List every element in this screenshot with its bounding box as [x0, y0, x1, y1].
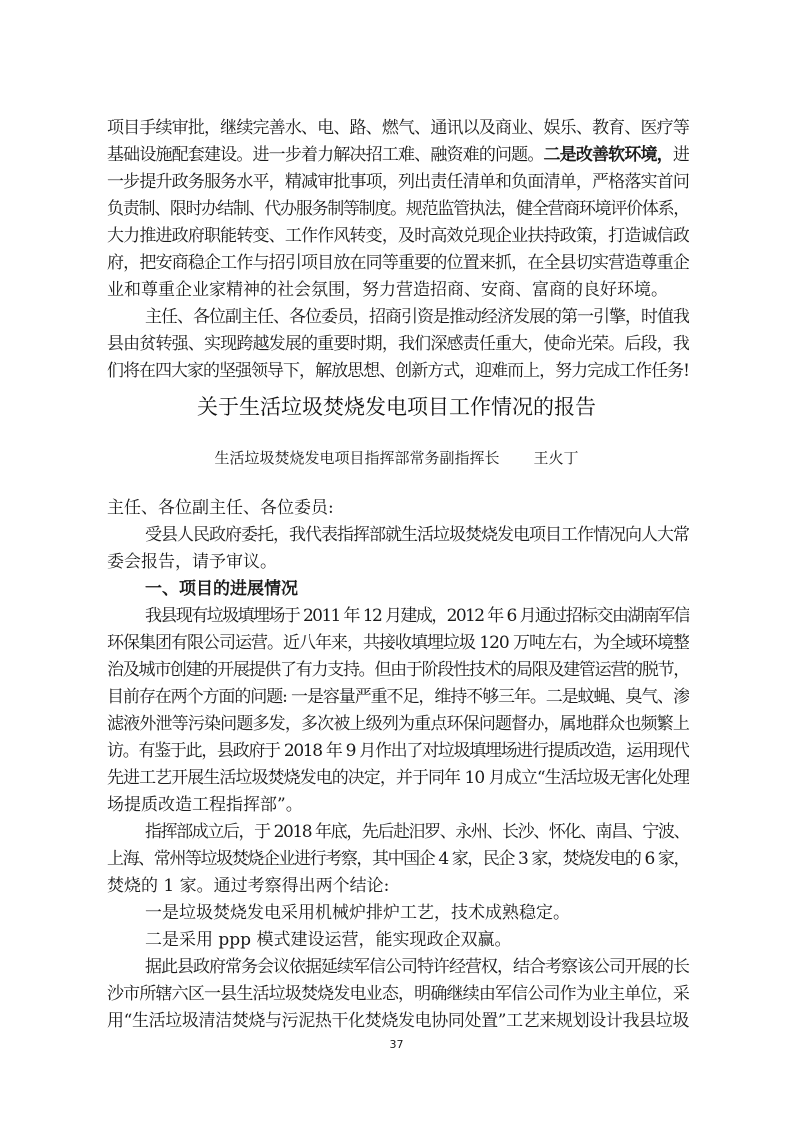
- text-line: 项目手续审批，继续完善水、电、路、燃气、通讯以及商业、娱乐、教育、医疗等: [107, 118, 689, 138]
- byline-role: 生活垃圾焚烧发电项目指挥部常务副指挥长: [214, 449, 500, 467]
- text-line: 访。有鉴于此，县政府于 2018 年 9 月作出了对垃圾填埋场进行提质改造，运用现代: [107, 741, 689, 761]
- text-line: [107, 142, 689, 169]
- conclusion-item: 二是采用 ppp 模式建设运营，能实现政企双赢。: [145, 930, 512, 950]
- continued-section: [107, 115, 689, 385]
- byline-name: 王火丁: [533, 449, 579, 467]
- salutation: 主任、各位副主任、各位委员:: [107, 498, 334, 518]
- conclusion-item: 一是垃圾焚烧发电采用机械炉排炉工艺，技术成熟稳定。: [145, 903, 570, 923]
- text-line: 沙市所辖六区一县生活垃圾焚烧发电业态，明确继续由军信公司作为业主单位，采: [107, 984, 689, 1004]
- text-line: 场提质改造工程指挥部”。: [107, 795, 303, 815]
- text-line: 目前存在两个方面的问题: 一是容量严重不足，维持不够三年。二是蚊蝇、臭气、渗: [107, 687, 689, 707]
- text-line: 我县现有垃圾填埋场于 2011 年 12 月建成，2012 年 6 月通过招标交由湖南军信: [145, 606, 689, 626]
- text-line: 受县人民政府委托，我代表指挥部就生活垃圾焚烧发电项目工作情况向人大常: [145, 525, 689, 545]
- text-segment: 基础设施配套建设。进一步着力解决招工难、融资难的问题。: [107, 145, 544, 165]
- text-line: 们将在四大家的坚强领导下，解放思想、创新方式，迎难而上，努力完成工作任务!: [107, 361, 689, 381]
- text-line: 委会报告，请予审议。: [107, 552, 277, 572]
- text-line: 府，把安商稳企工作与招引项目放在同等重要的位置来抓，在全县切实营造尊重企: [107, 253, 689, 273]
- text-line: 业和尊重企业家精神的社会氛围，努力营造招商、安商、富商的良好环境。: [107, 280, 668, 300]
- text-line: 负责制、限时办结制、代办服务制等制度。规范监管执法，健全营商环境评价体系，: [107, 199, 689, 219]
- text-line: 一步提升政务服务水平，精减审批事项，列出责任清单和负面清单，严格落实首问: [107, 172, 689, 192]
- text-segment: 进: [672, 145, 689, 165]
- report-title: 关于生活垃圾焚烧发电项目工作情况的报告: [197, 395, 596, 419]
- text-line: 环保集团有限公司运营。近八年来，共接收填埋垃圾 120 万吨左右，为全域环境整: [107, 633, 689, 653]
- text-line: 县由贫转强、实现跨越发展的重要时期，我们深感责任重大，使命光荣。后段，我: [107, 334, 689, 354]
- text-line: 大力推进政府职能转变、工作作风转变，及时高效兑现企业扶持政策，打造诚信政: [107, 226, 689, 246]
- text-line: 治及城市创建的开展提供了有力支持。但由于阶段性技术的局限及建管运营的脱节，: [107, 660, 689, 680]
- text-line: 主任、各位副主任、各位委员，招商引资是推动经济发展的第一引擎，时值我: [145, 307, 689, 327]
- text-line: 焚烧的 1 家。通过考察得出两个结论:: [107, 876, 390, 896]
- text-line: 滤液外泄等污染问题多发，多次被上级列为重点环保问题督办，属地群众也频繁上: [107, 714, 689, 734]
- text-line: 上海、常州等垃圾焚烧企业进行考察，其中国企 4 家，民企 3 家，焚烧发电的 6 家，: [107, 849, 689, 869]
- section-heading: 一、项目的进展情况: [145, 579, 298, 599]
- text-line: 用“生活垃圾清洁焚烧与污泥热干化焚烧发电协同处置”工艺来规划设计我县垃圾: [107, 1011, 689, 1031]
- report-byline: [0, 446, 793, 470]
- bold-emphasis: 二是改善软环境，: [543, 145, 673, 165]
- page-number: 37: [389, 1038, 404, 1051]
- text-line: 指挥部成立后，于 2018 年底，先后赴汨罗、永州、长沙、怀化、南昌、宁波、: [145, 822, 689, 842]
- report-body: [107, 495, 689, 1035]
- text-line: 先进工艺开展生活垃圾焚烧发电的决定，并于同年 10 月成立“生活垃圾无害化处理: [107, 768, 689, 788]
- text-line: 据此县政府常务会议依据延续军信公司特许经营权，结合考察该公司开展的长: [145, 957, 689, 977]
